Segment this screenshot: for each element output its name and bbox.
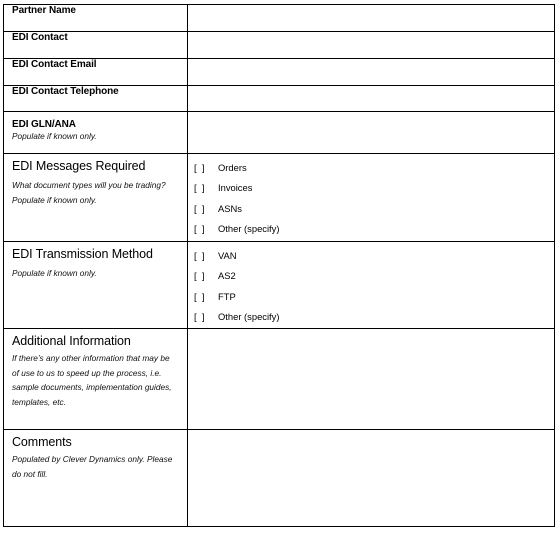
edi-contact-email-label: EDI Contact Email [12, 59, 97, 70]
as2-checkbox[interactable]: [ ] [194, 270, 205, 282]
edi-contact-email-field[interactable] [188, 59, 555, 86]
additional-information-hint: If there’s any other information that may be of use to us to speed up the process, i.e. sample documents, implementation guides, templates, etc. [12, 353, 172, 407]
comments-field[interactable] [188, 430, 555, 527]
edi-gln-ana-hint: Populate if known only. [12, 131, 97, 141]
edi-transmission-options [188, 242, 554, 327]
asns-checkbox[interactable]: [ ] [194, 202, 205, 214]
additional-information-title: Additional Information [12, 334, 131, 348]
orders-label: Orders [218, 161, 247, 173]
partner-name-field[interactable] [188, 5, 555, 32]
option-other-messages[interactable] [194, 219, 554, 240]
invoices-label: Invoices [218, 182, 253, 194]
as2-label: AS2 [218, 270, 236, 282]
additional-information-row [4, 329, 555, 430]
edi-transmission-row [4, 242, 555, 329]
option-orders[interactable] [194, 157, 554, 178]
other-transmission-label: Other (specify) [218, 311, 280, 323]
comments-hint: Populated by Clever Dynamics only. Please do not fill. [12, 454, 173, 479]
edi-contact-email-row [4, 59, 555, 86]
asns-label: ASNs [218, 202, 242, 214]
other-transmission-checkbox[interactable]: [ ] [194, 311, 205, 323]
additional-information-field[interactable] [188, 329, 555, 430]
edi-gln-ana-row [4, 112, 555, 154]
option-invoices[interactable] [194, 178, 554, 199]
comments-row [4, 430, 555, 527]
option-other-transmission[interactable] [194, 307, 554, 328]
ftp-label: FTP [218, 290, 236, 302]
edi-gln-ana-label: EDI GLN/ANA [12, 119, 76, 130]
edi-messages-row [4, 154, 555, 242]
comments-title: Comments [12, 435, 72, 449]
edi-messages-title: EDI Messages Required [12, 159, 146, 173]
van-checkbox[interactable]: [ ] [194, 249, 205, 261]
edi-transmission-hint: Populate if known only. [12, 268, 97, 278]
invoices-checkbox[interactable]: [ ] [194, 182, 205, 194]
partner-name-row [4, 5, 555, 32]
option-as2[interactable] [194, 266, 554, 287]
partner-form-table [3, 4, 555, 527]
other-messages-checkbox[interactable]: [ ] [194, 223, 205, 235]
option-asns[interactable] [194, 198, 554, 219]
option-ftp[interactable] [194, 286, 554, 307]
edi-contact-row [4, 32, 555, 59]
orders-checkbox[interactable]: [ ] [194, 161, 205, 173]
ftp-checkbox[interactable]: [ ] [194, 290, 205, 302]
option-van[interactable] [194, 245, 554, 266]
edi-contact-telephone-label: EDI Contact Telephone [12, 86, 119, 97]
edi-contact-telephone-field[interactable] [188, 86, 555, 112]
partner-name-label: Partner Name [12, 5, 76, 16]
edi-messages-options [188, 154, 554, 239]
edi-transmission-title: EDI Transmission Method [12, 247, 153, 261]
van-label: VAN [218, 249, 237, 261]
edi-gln-ana-field[interactable] [188, 112, 555, 154]
edi-contact-field[interactable] [188, 32, 555, 59]
edi-contact-telephone-row [4, 86, 555, 112]
other-messages-label: Other (specify) [218, 223, 280, 235]
edi-messages-hint: What document types will you be trading? Populate if known only. [12, 180, 166, 205]
edi-contact-label: EDI Contact [12, 32, 68, 43]
